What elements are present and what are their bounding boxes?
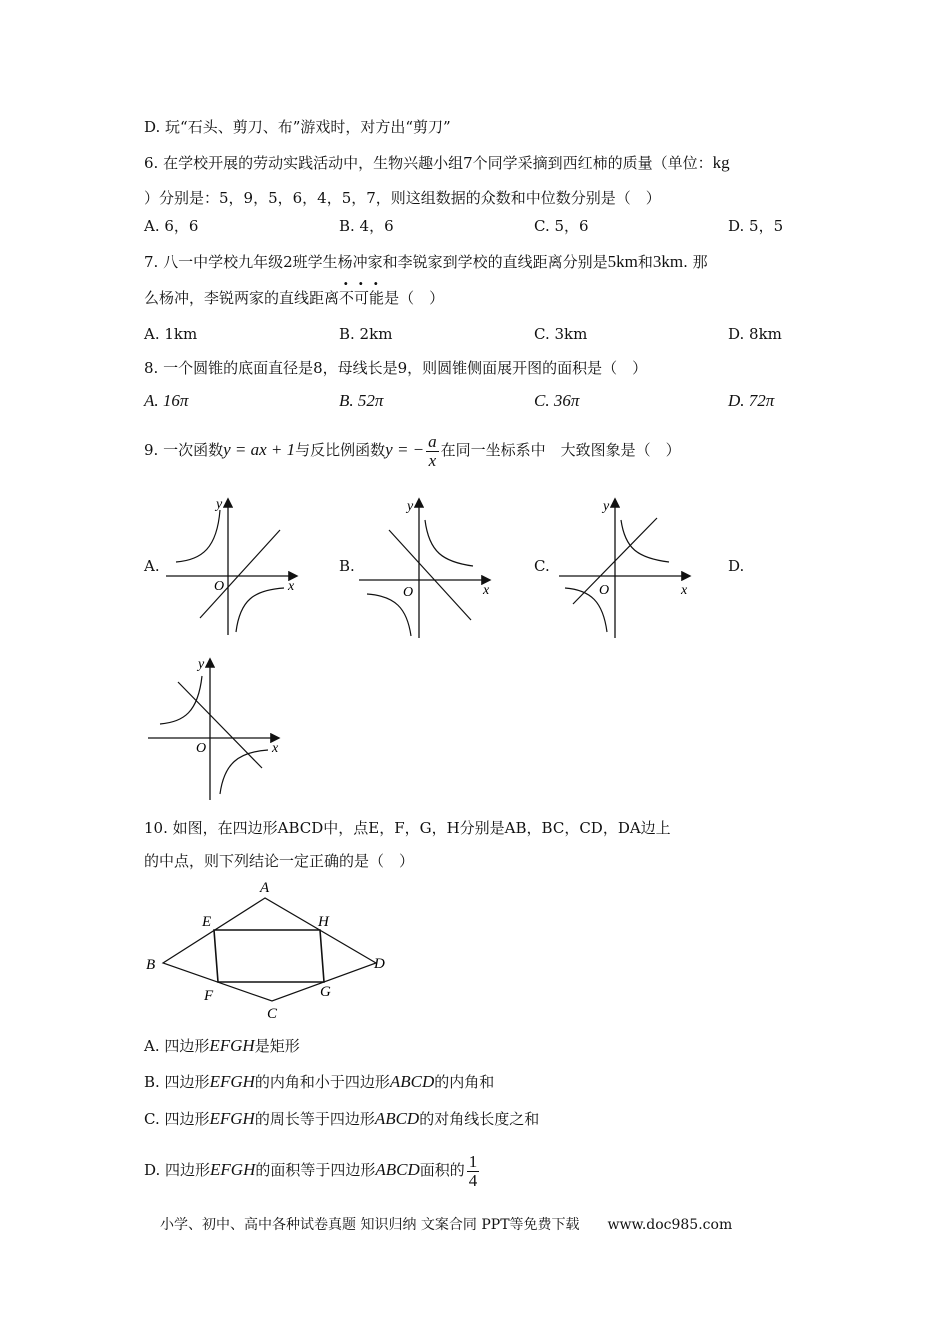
- q10-d-efgh: EFGH: [210, 1160, 256, 1179]
- q9-text-3: 在同一坐标系中 大致图象是（ ）: [440, 441, 681, 459]
- q10-option-d: [144, 1150, 481, 1190]
- q7-text-2: 和: [637, 253, 653, 271]
- q8-option-d: D. 72π: [728, 391, 775, 410]
- q10-d-text: 面积的: [419, 1161, 465, 1179]
- q10-stem-line2: 的中点，则下列结论一定正确的是（ ）: [144, 852, 415, 870]
- origin-label: O: [599, 583, 610, 598]
- fraction-denominator: 4: [468, 1170, 478, 1190]
- q10-b-text: B. 四边形: [144, 1073, 210, 1091]
- point-h-label: H: [318, 914, 329, 930]
- q9-stem: [144, 432, 681, 470]
- q7-stem-line1: [144, 252, 708, 272]
- q9-label-c: C.: [534, 557, 550, 575]
- q7-option-c: C. 3km: [534, 325, 588, 343]
- q9-text-2: 与反比例函数: [295, 441, 386, 459]
- y-axis-label: y: [198, 657, 205, 672]
- hyperbola-branch: [367, 594, 411, 636]
- q9-inverse-fraction: [426, 433, 439, 470]
- x-axis-label: x: [681, 583, 688, 598]
- y-axis-label: y: [407, 499, 414, 514]
- q7-option-a: A. 1km: [144, 325, 198, 343]
- q9-graph-a: [162, 490, 312, 640]
- x-axis-label: x: [288, 579, 295, 594]
- q10-option-a: [144, 1036, 300, 1056]
- point-e-label: E: [202, 914, 212, 930]
- x-axis-label: x: [272, 741, 279, 756]
- q7-option-d: D. 8km: [728, 325, 782, 343]
- fraction-numerator: 1: [468, 1151, 478, 1171]
- point-a-label: A: [260, 880, 270, 896]
- q10-c-text: 的周长等于四边形: [254, 1110, 375, 1128]
- x-axis-label: x: [483, 583, 490, 598]
- hyperbola-branch: [220, 750, 268, 794]
- q10-c-text: C. 四边形: [144, 1110, 210, 1128]
- q9-inverse-lhs: y = −: [385, 440, 425, 459]
- origin-label: O: [214, 579, 225, 594]
- point-g-label: G: [320, 984, 331, 1000]
- hyperbola-branch: [236, 588, 284, 632]
- q9-label-d: D.: [728, 557, 745, 575]
- q8-option-b: B. 52π: [339, 391, 384, 410]
- q7-distance-1: 5km: [607, 252, 638, 271]
- q6-stem-line2: ）分别是：5，9，5，6，4，5，7，则这组数据的众数和中位数分别是（ ）: [144, 189, 661, 207]
- y-axis-label: y: [603, 499, 610, 514]
- q7-text-4: 么杨冲，李锐两家的直线距离: [144, 289, 340, 307]
- q10-b-text: 的内角和小于四边形: [254, 1073, 390, 1091]
- q9-graph-d: [144, 652, 294, 802]
- q7-emphasis-char: 可: [354, 289, 370, 307]
- q8-option-c: C. 36π: [534, 391, 580, 410]
- q9-fraction-denominator: x: [428, 450, 437, 470]
- q6-option-c: C. 5，6: [534, 217, 589, 235]
- quadrilateral-efgh: [214, 930, 324, 982]
- q10-d-text: 的面积等于四边形: [255, 1161, 376, 1179]
- origin-label: O: [403, 585, 414, 600]
- q10-c-efgh: EFGH: [209, 1109, 255, 1128]
- q7-emphasis-char: 不: [339, 289, 355, 307]
- q6-stem-text: 6. 在学校开展的劳动实践活动中，生物兴趣小组7个同学采摘到西红柿的质量（单位：: [144, 154, 713, 172]
- q7-text-5: 是（ ）: [384, 289, 445, 307]
- q10-b-abcd: ABCD: [389, 1072, 435, 1091]
- hyperbola-branch: [621, 520, 669, 562]
- q10-c-text: 的对角线长度之和: [419, 1110, 540, 1128]
- q6-option-b: B. 4，6: [339, 217, 394, 235]
- q8-option-a: A. 16π: [144, 391, 189, 410]
- q10-d-fraction: [467, 1153, 480, 1190]
- line-graph: [200, 530, 280, 618]
- q10-stem-line1: 10. 如图，在四边形ABCD中，点E，F，G，H分别是AB，BC，CD，DA边上: [144, 819, 671, 837]
- q10-b-text: 的内角和: [434, 1073, 495, 1091]
- line-graph: [389, 530, 471, 620]
- q5-option-d: D. 玩“石头、剪刀、布”游戏时，对方出“剪刀”: [144, 118, 451, 136]
- y-axis-label: y: [216, 497, 223, 512]
- q10-c-abcd: ABCD: [374, 1109, 420, 1128]
- q10-b-efgh: EFGH: [209, 1072, 255, 1091]
- q6-option-d: D. 5，5: [728, 217, 784, 235]
- q6-option-a: A. 6，6: [144, 217, 199, 235]
- q7-emphasis-char: 能: [369, 289, 385, 307]
- line-graph: [178, 682, 262, 768]
- point-c-label: C: [267, 1006, 278, 1021]
- origin-label: O: [196, 741, 207, 756]
- q10-quadrilateral-figure: [140, 876, 400, 1021]
- q10-option-b: [144, 1072, 494, 1092]
- q10-d-abcd: ABCD: [375, 1160, 420, 1179]
- q10-d-text: D. 四边形: [144, 1161, 211, 1179]
- q10-option-c: [144, 1109, 539, 1129]
- point-b-label: B: [146, 957, 156, 973]
- q9-text-1: 9. 一次函数: [144, 441, 224, 459]
- q9-graph-c: [555, 490, 705, 640]
- hyperbola-branch: [425, 520, 473, 566]
- point-d-label: D: [374, 956, 385, 972]
- q6-stem-line1: [144, 153, 730, 173]
- q9-graph-b: [355, 490, 505, 640]
- q9-label-b: B.: [339, 557, 355, 575]
- q7-text-3: . 那: [683, 253, 708, 271]
- q10-a-efgh: EFGH: [209, 1036, 255, 1055]
- q7-stem-line2: [144, 288, 444, 308]
- q7-option-b: B. 2km: [339, 325, 393, 343]
- hyperbola-branch: [176, 510, 220, 562]
- point-f-label: F: [204, 988, 214, 1004]
- q9-label-a: A.: [144, 557, 160, 575]
- page-footer: 小学、初中、高中各种试卷真题 知识归纳 文案合同 PPT等免费下载 www.doc985.com: [160, 1217, 733, 1233]
- q7-text-1: 7. 八一中学校九年级2班学生杨冲家和李锐家到学校的直线距离分别是: [144, 253, 608, 271]
- q8-stem: 8. 一个圆锥的底面直径是8，母线长是9，则圆锥侧面展开图的面积是（ ）: [144, 359, 648, 377]
- q10-a-text: 是矩形: [254, 1037, 300, 1055]
- q6-unit: kg: [712, 153, 730, 172]
- q9-linear-function: y = ax + 1: [223, 440, 296, 459]
- q7-distance-2: 3km: [652, 252, 684, 271]
- q10-a-text: A. 四边形: [144, 1037, 210, 1055]
- quadrilateral-abcd: [163, 898, 376, 1001]
- q9-fraction-numerator: a: [428, 431, 437, 451]
